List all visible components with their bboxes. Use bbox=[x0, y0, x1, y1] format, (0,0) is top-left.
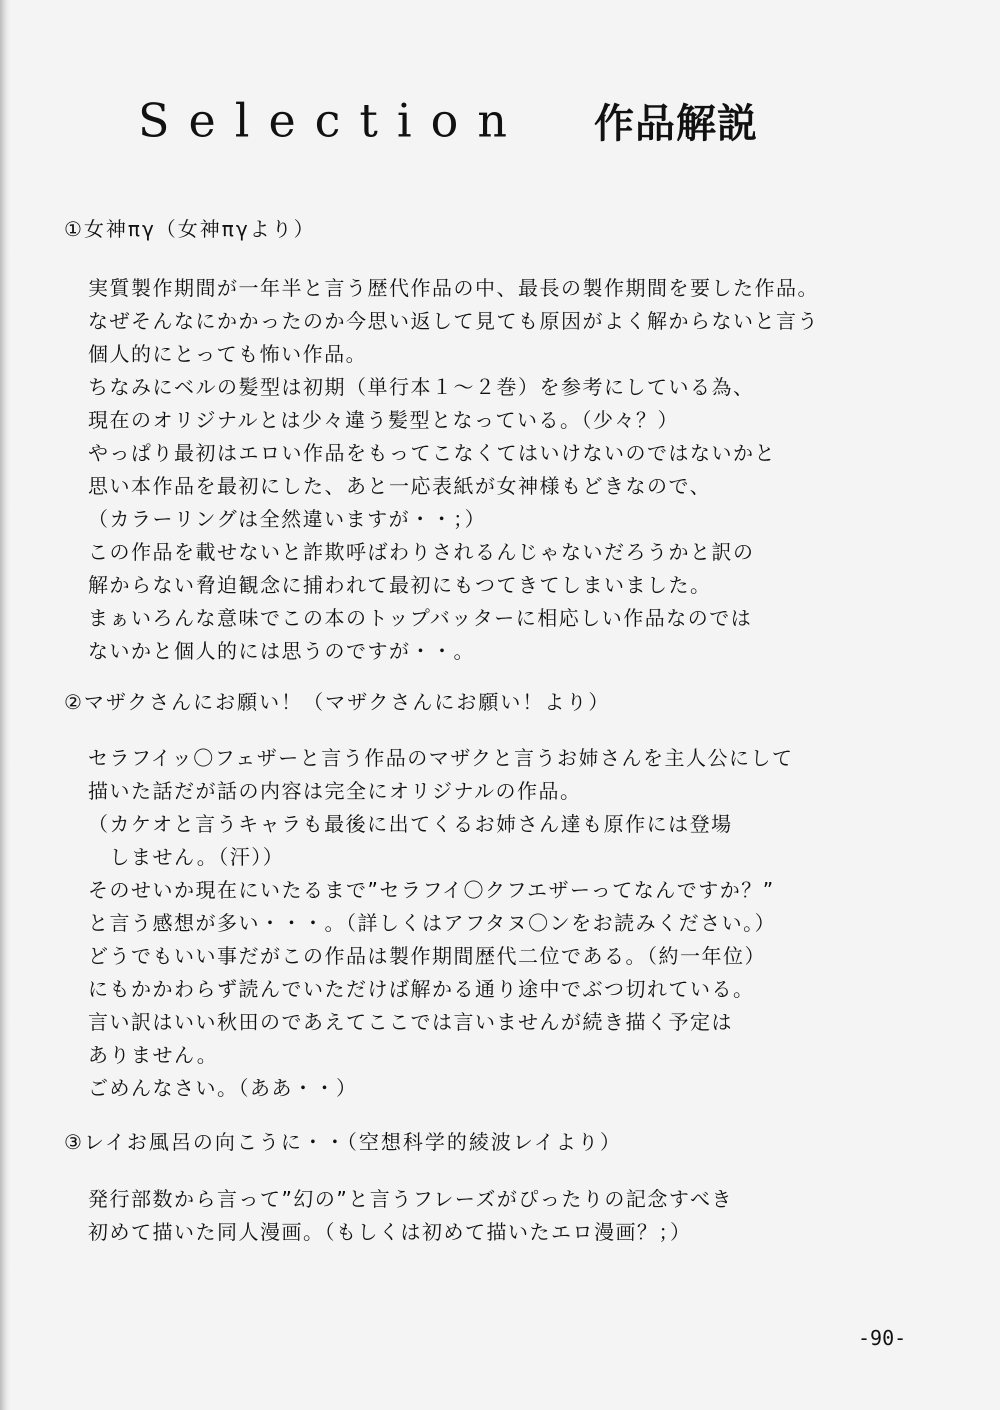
section-body bbox=[88, 742, 794, 1105]
section-body bbox=[88, 1183, 733, 1249]
text-line: セラフイッ〇フェザーと言う作品のマザクと言うお姉さんを主人公にして bbox=[88, 746, 794, 770]
section-heading: ②マザクさんにお願い！（マザクさんにお願い！より） bbox=[64, 690, 611, 714]
page-edge-shadow bbox=[0, 0, 10, 1410]
text-line: そのせいか現在にいたるまで”セラフイ〇クフエザーってなんですか？” bbox=[88, 878, 775, 902]
text-line: この作品を載せないと詐欺呼ばわりされるんじゃないだろうかと訳の bbox=[88, 540, 755, 564]
text-line: ちなみにベルの髪型は初期（単行本１～２巻）を参考にしている為、 bbox=[88, 375, 755, 399]
text-line: まぁいろんな意味でこの本のトップバッターに相応しい作品なのでは bbox=[88, 606, 753, 630]
text-line: と言う感想が多い・・・。（詳しくはアフタヌ〇ンをお読みください。） bbox=[88, 911, 777, 935]
text-line: 言い訳はいい秋田のであえてここでは言いませんが続き描く予定は bbox=[88, 1010, 733, 1034]
text-line: ないかと個人的には思うのですが・・。 bbox=[88, 639, 475, 663]
text-line: 実質製作期間が一年半と言う歴代作品の中、最長の製作期間を要した作品。 bbox=[88, 276, 819, 300]
text-line: 解からない脅迫観念に捕われて最初にもつてきてしまいました。 bbox=[88, 573, 712, 597]
text-line: 個人的にとっても怖い作品。 bbox=[88, 342, 368, 366]
page-number: -90- bbox=[858, 1326, 907, 1350]
page-title bbox=[138, 92, 758, 149]
text-line: なぜそんなにかかったのか今思い返して見ても原因がよく解からないと言う bbox=[88, 309, 819, 333]
text-line: 現在のオリジナルとは少々違う髪型となっている。（少々？） bbox=[88, 408, 679, 432]
text-line: やっぱり最初はエロい作品をもってこなくてはいけないのではないかと bbox=[88, 441, 776, 465]
text-line: ごめんなさい。（ああ・・） bbox=[88, 1076, 358, 1100]
text-line: しません。（汗）） bbox=[88, 845, 285, 869]
title-japanese: 作品解説 bbox=[593, 101, 758, 147]
section-body bbox=[88, 272, 819, 668]
text-line: 描いた話だが話の内容は完全にオリジナルの作品。 bbox=[88, 779, 582, 803]
section-heading: ①女神πγ（女神πγより） bbox=[64, 217, 316, 241]
text-line: にもかかわらず読んでいただけば解かる通り途中でぶつ切れている。 bbox=[88, 977, 755, 1001]
text-line: 発行部数から言って”幻の”と言うフレーズがぴったりの記念すべき bbox=[88, 1187, 734, 1211]
title-english: Selection bbox=[138, 93, 526, 148]
text-line: 初めて描いた同人漫画。（もしくは初めて描いたエロ漫画？；） bbox=[88, 1220, 692, 1244]
text-line: ありません。 bbox=[88, 1043, 219, 1067]
text-line: （カラーリングは全然違いますが・・；） bbox=[88, 507, 487, 531]
text-line: どうでもいい事だがこの作品は製作期間歴代二位である。（約一年位） bbox=[88, 944, 766, 968]
text-line: 思い本作品を最初にした、あと一応表紙が女神様もどきなので、 bbox=[88, 474, 712, 498]
text-line: （カケオと言うキャラも最後に出てくるお姉さん達も原作には登場 bbox=[88, 812, 733, 836]
section-heading: ③レイお風呂の向こうに・・（空想科学的綾波レイより） bbox=[64, 1130, 622, 1154]
